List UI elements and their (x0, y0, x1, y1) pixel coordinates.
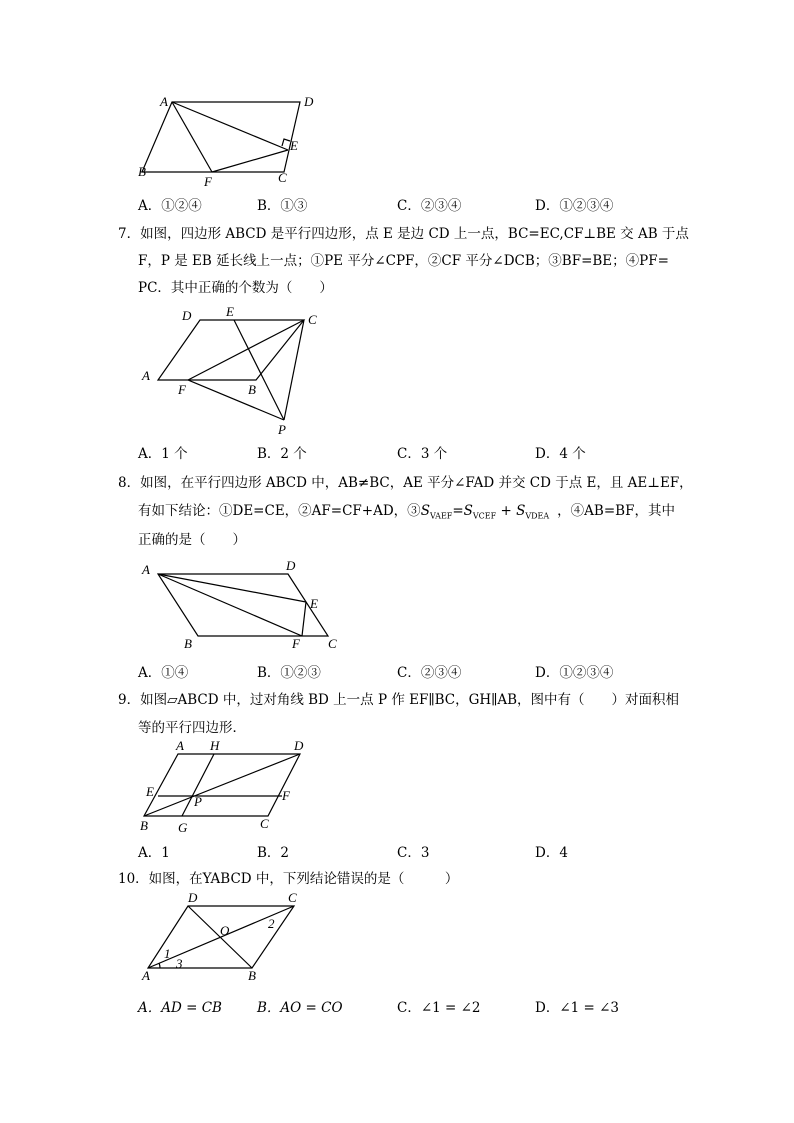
fig9-label-H: H (210, 738, 220, 753)
q7-option-c: C．3 个 (397, 446, 448, 462)
q7-text-line2: F，P 是 EB 延长线上一点；①PE 平分∠CPF，②CF 平分∠DCB；③BF=BE；④PF= (138, 253, 669, 269)
q9-option-a: A．1 (138, 845, 170, 861)
q6-option-c: C．②③④ (397, 198, 462, 214)
fig7-label-P: P (278, 422, 286, 436)
fig9-label-D: D (294, 738, 304, 753)
q8-area-eq: = (452, 503, 464, 519)
fig6-label-B: B (138, 164, 146, 179)
fig10-label-A: A (142, 968, 150, 983)
fig8-label-B: B (184, 636, 192, 651)
fig9-label-F: F (282, 788, 290, 803)
q9-text-line1: 9．如图▱ABCD 中，过对角线 BD 上一点 P 作 EF∥BC，GH∥AB，图中有（ ）对面积相 (118, 692, 680, 708)
q7-option-a: A．1 个 (138, 446, 188, 462)
figure-q8-parallelogram (138, 556, 348, 656)
q9-option-b: B．2 (257, 845, 290, 861)
q8-area-plus: + (496, 503, 517, 519)
q10-option-a: A．AD = CB (138, 1000, 222, 1016)
fig7-label-F: F (178, 382, 186, 397)
fig8-label-C: C (328, 636, 337, 651)
fig6-label-F: F (204, 174, 212, 189)
fig7-label-A: A (142, 368, 150, 383)
q7-option-d: D．4 个 (535, 446, 586, 462)
q10-option-c: C．∠1 = ∠2 (397, 1000, 481, 1016)
q8-area-s3: S (516, 503, 526, 519)
q8-option-d: D．①②③④ (535, 665, 614, 681)
q8-option-b: B．①②③ (257, 665, 321, 681)
fig9-label-A: A (176, 738, 184, 753)
fig6-label-C: C (278, 170, 287, 185)
q6-option-a: A．①②④ (138, 198, 202, 214)
q10-text-line1: 10．如图，在YABCD 中，下列结论错误的是（ ） (118, 871, 459, 887)
q7-text-line1: 7．如图，四边形 ABCD 是平行四边形，点 E 是边 CD 上一点，BC=EC,CF⊥BE 交 AB 于点 (118, 226, 689, 242)
fig8-label-A: A (142, 562, 150, 577)
fig9-label-E: E (146, 784, 154, 799)
fig10-label-D: D (188, 890, 198, 905)
fig7-label-B: B (248, 382, 256, 397)
q8-option-c: C．②③④ (397, 665, 462, 681)
fig6-label-D: D (304, 94, 314, 109)
fig6-label-E: E (290, 138, 298, 153)
fig8-label-E: E (310, 596, 318, 611)
figure-q7-parallelogram (138, 300, 338, 436)
q7-text-line3: PC．其中正确的个数为（ ） (138, 280, 333, 296)
q6-option-d: D．①②③④ (535, 198, 614, 214)
fig10-label-2: 2 (268, 916, 275, 931)
q8-area-sub1: VAEF (429, 511, 453, 521)
fig7-label-E: E (226, 304, 234, 319)
q8-area-sub2: VCEF (472, 511, 497, 521)
fig6-label-A: A (160, 94, 168, 109)
q8-option-a: A．①④ (138, 665, 189, 681)
q9-option-c: C．3 (397, 845, 430, 861)
q8-area-s1: S (420, 503, 430, 519)
q8-text-line2 (138, 499, 675, 521)
fig9-label-P: P (194, 794, 202, 809)
q8-text-line1: 8．如图，在平行四边形 ABCD 中，AB≠BC，AE 平分∠FAD 并交 CD 于点 E，且 AE⊥EF， (118, 475, 693, 491)
q10-option-d: D．∠1 = ∠3 (535, 1000, 620, 1016)
fig9-label-B: B (140, 818, 148, 833)
figure-q6-parallelogram (136, 90, 336, 190)
fig10-label-B: B (248, 968, 256, 983)
fig8-label-F: F (292, 636, 300, 651)
fig10-label-1: 1 (164, 946, 171, 961)
fig10-label-O: O (220, 923, 230, 938)
q9-text-line2: 等的平行四边形． (138, 720, 246, 736)
fig8-label-D: D (286, 558, 296, 573)
q8-line2-start: 有如下结论：①DE=CE，②AF=CF+AD，③ (138, 503, 421, 519)
fig7-label-D: D (182, 308, 192, 323)
fig10-label-C: C (288, 890, 297, 905)
fig9-label-G: G (178, 820, 188, 835)
q10-option-b: B．AO = CO (257, 1000, 343, 1016)
q8-area-sub3: VDEA (525, 511, 550, 521)
q6-option-b: B．①③ (257, 198, 308, 214)
fig9-label-C: C (260, 816, 269, 831)
figure-q9-parallelogram (136, 736, 316, 836)
figure-q10-parallelogram (138, 888, 318, 988)
q8-area-s2: S (463, 503, 473, 519)
q9-option-d: D．4 (535, 845, 568, 861)
fig7-label-C: C (308, 312, 317, 327)
q7-option-b: B．2 个 (257, 446, 307, 462)
q8-line2-end: ，④AB=BF，其中 (557, 503, 675, 519)
fig10-label-3: 3 (176, 956, 183, 971)
q8-text-line3: 正确的是（ ） (138, 532, 246, 548)
